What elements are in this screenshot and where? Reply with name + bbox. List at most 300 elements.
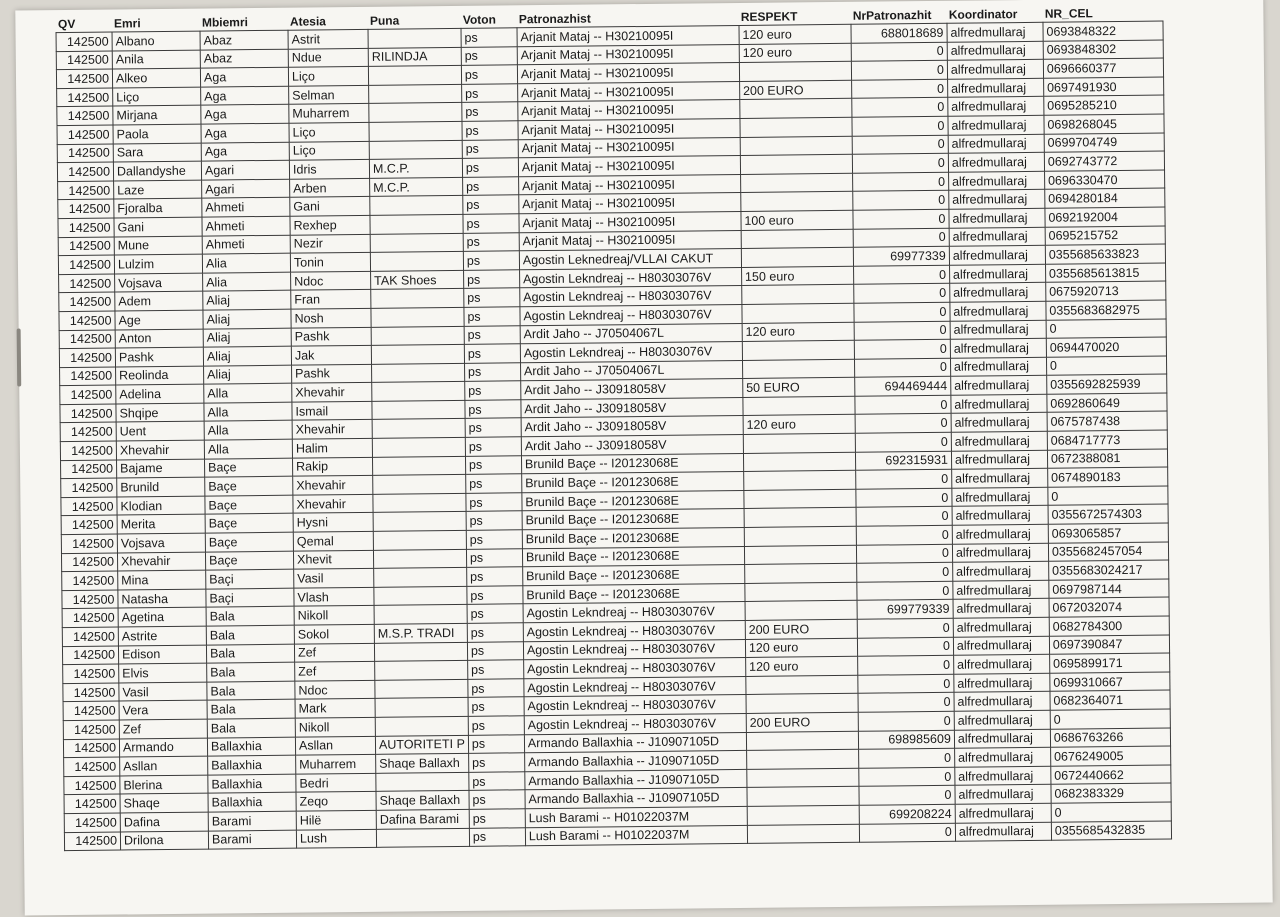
- cell-nr-cel: 0355683024217: [1049, 560, 1169, 580]
- cell-respekt: 120 euro: [739, 43, 851, 63]
- cell-patronazhist: Ardit Jaho -- J30918058V: [521, 379, 743, 400]
- cell-koordinator: alfredmullaraj: [949, 227, 1045, 247]
- cell-nrpatronazhit: 0: [857, 581, 953, 601]
- cell-emri: Vojsava: [117, 533, 205, 553]
- cell-mbiemri: Alia: [202, 253, 290, 273]
- cell-nr-cel: 0682364071: [1050, 690, 1170, 710]
- cell-patronazhist: Agostin Lekndreaj -- H80303076V: [520, 304, 742, 325]
- cell-patronazhist: Agostin Lekndreaj -- H80303076V: [524, 658, 746, 679]
- cell-respekt: [743, 396, 855, 416]
- cell-nrpatronazhit: 0: [856, 507, 952, 527]
- cell-respekt: 120 euro: [739, 24, 851, 44]
- cell-mbiemri: Agari: [201, 160, 289, 180]
- cell-voton: ps: [466, 548, 522, 567]
- cell-voton: ps: [464, 288, 520, 307]
- cell-voton: ps: [463, 232, 519, 251]
- cell-voton: ps: [463, 195, 519, 214]
- cell-voton: ps: [469, 772, 525, 791]
- cell-nrpatronazhit: 0: [853, 228, 949, 248]
- cell-puna: [372, 437, 465, 457]
- cell-qv: 142500: [63, 701, 119, 720]
- cell-patronazhist: Lush Barami -- H01022037M: [525, 806, 747, 827]
- cell-atesia: Muharrem: [289, 104, 369, 123]
- cell-patronazhist: Brunild Baçe -- I20123068E: [522, 490, 744, 511]
- cell-patronazhist: Agostin Leknedreaj/VLLAI CAKUT: [519, 249, 741, 270]
- cell-respekt: 100 euro: [741, 210, 853, 230]
- cell-mbiemri: Alla: [204, 439, 292, 459]
- cell-emri: Xhevahir: [117, 552, 205, 572]
- cell-nr-cel: 0675920713: [1046, 281, 1166, 301]
- cell-nrpatronazhit: 0: [852, 172, 948, 192]
- cell-atesia: Zef: [295, 662, 375, 681]
- cell-nr-cel: 0697390847: [1049, 635, 1169, 655]
- cell-qv: 142500: [62, 608, 118, 627]
- cell-emri: Drilona: [120, 831, 208, 851]
- cell-respekt: [746, 694, 858, 714]
- cell-nr-cel: 0694470020: [1046, 337, 1166, 357]
- cell-emri: Shqipe: [116, 403, 204, 423]
- cell-mbiemri: Ballaxhia: [208, 755, 296, 775]
- cell-mbiemri: Alla: [204, 421, 292, 441]
- cell-patronazhist: Lush Barami -- H01022037M: [525, 825, 747, 846]
- cell-respekt: [747, 768, 859, 788]
- cell-puna: M.C.P.: [370, 177, 463, 197]
- cell-patronazhist: Brunild Baçe -- I20123068E: [521, 453, 743, 474]
- cell-koordinator: alfredmullaraj: [954, 729, 1050, 749]
- cell-nrpatronazhit: 699208224: [859, 804, 955, 824]
- cell-puna: [369, 140, 462, 160]
- cell-patronazhist: Arjanit Mataj -- H30210095I: [518, 100, 740, 121]
- cell-nr-cel: 0: [1048, 486, 1168, 506]
- cell-koordinator: alfredmullaraj: [948, 97, 1044, 117]
- cell-qv: 142500: [60, 367, 116, 386]
- cell-nrpatronazhit: 0: [858, 674, 954, 694]
- cell-koordinator: alfredmullaraj: [953, 580, 1049, 600]
- cell-atesia: Idris: [289, 160, 369, 179]
- cell-emri: Mina: [118, 570, 206, 590]
- cell-voton: ps: [467, 604, 523, 623]
- cell-koordinator: alfredmullaraj: [950, 320, 1046, 340]
- cell-respekt: 200 EURO: [746, 712, 858, 732]
- cell-respekt: [747, 805, 859, 825]
- cell-atesia: Sokol: [294, 624, 374, 643]
- cell-atesia: Jak: [291, 345, 371, 364]
- cell-nr-cel: 0693848322: [1043, 21, 1163, 41]
- cell-voton: ps: [462, 177, 518, 196]
- cell-atesia: Hysni: [293, 513, 373, 532]
- cell-nrpatronazhit: 0: [858, 693, 954, 713]
- cell-emri: Anton: [115, 329, 203, 349]
- cell-emri: Dallandyshe: [113, 161, 201, 181]
- cell-qv: 142500: [61, 515, 117, 534]
- cell-mbiemri: Bala: [207, 681, 295, 701]
- cell-puna: [369, 84, 462, 104]
- cell-atesia: Ndue: [288, 48, 368, 67]
- cell-emri: Pashk: [115, 347, 203, 367]
- cell-respekt: [747, 787, 859, 807]
- cell-patronazhist: Ardit Jaho -- J70504067L: [520, 360, 742, 381]
- cell-patronazhist: Ardit Jaho -- J30918058V: [521, 435, 743, 456]
- cell-nr-cel: 0355685613815: [1045, 263, 1165, 283]
- cell-nr-cel: 0692743772: [1044, 151, 1164, 171]
- cell-puna: [370, 252, 463, 272]
- cell-koordinator: alfredmullaraj: [951, 450, 1047, 470]
- cell-nr-cel: 0695215752: [1045, 226, 1165, 246]
- cell-atesia: Ndoc: [295, 680, 375, 699]
- cell-koordinator: alfredmullaraj: [953, 561, 1049, 581]
- cell-qv: 142500: [62, 646, 118, 665]
- cell-patronazhist: Agostin Lekndreaj -- H80303076V: [519, 267, 741, 288]
- cell-atesia: Vlash: [294, 587, 374, 606]
- cell-emri: Asllan: [120, 756, 208, 776]
- cell-puna: [369, 103, 462, 123]
- cell-respekt: [744, 508, 856, 528]
- cell-atesia: Qemal: [293, 531, 373, 550]
- cell-puna: [372, 400, 465, 420]
- cell-koordinator: alfredmullaraj: [949, 264, 1045, 284]
- cell-qv: 142500: [64, 813, 120, 832]
- cell-nrpatronazhit: 0: [853, 265, 949, 285]
- cell-puna: [373, 475, 466, 495]
- cell-emri: Adelina: [116, 384, 204, 404]
- cell-koordinator: alfredmullaraj: [949, 190, 1045, 210]
- cell-nrpatronazhit: 688018689: [851, 23, 947, 43]
- cell-voton: ps: [466, 474, 522, 493]
- cell-mbiemri: Ballaxhia: [208, 774, 296, 794]
- paper-sheet: [15, 0, 1272, 916]
- cell-mbiemri: Bala: [207, 662, 295, 682]
- cell-koordinator: alfredmullaraj: [955, 822, 1051, 842]
- cell-voton: ps: [461, 65, 517, 84]
- cell-puna: [372, 382, 465, 402]
- cell-nrpatronazhit: 0: [852, 135, 948, 155]
- cell-puna: [368, 66, 461, 86]
- cell-respekt: 200 EURO: [739, 80, 851, 100]
- cell-nr-cel: 0693065857: [1048, 523, 1168, 543]
- cell-voton: ps: [462, 121, 518, 140]
- cell-patronazhist: Arjanit Mataj -- H30210095I: [518, 137, 740, 158]
- column-header-puna: Puna: [369, 13, 400, 28]
- cell-qv: 142500: [62, 571, 118, 590]
- cell-voton: ps: [468, 679, 524, 698]
- cell-nrpatronazhit: 0: [857, 618, 953, 638]
- cell-patronazhist: Arjanit Mataj -- H30210095I: [519, 230, 741, 251]
- cell-mbiemri: Bala: [206, 644, 294, 664]
- cell-nrpatronazhit: 0: [854, 358, 950, 378]
- cell-qv: 142500: [60, 404, 116, 423]
- cell-atesia: Liço: [288, 67, 368, 86]
- cell-nrpatronazhit: 699779339: [857, 600, 953, 620]
- cell-nr-cel: 0699704749: [1044, 133, 1164, 153]
- cell-koordinator: alfredmullaraj: [952, 543, 1048, 563]
- cell-emri: Brunild: [117, 477, 205, 497]
- cell-voton: ps: [465, 400, 521, 419]
- cell-mbiemri: Alla: [204, 383, 292, 403]
- cell-nrpatronazhit: 0: [855, 414, 951, 434]
- cell-puna: Dafina Barami: [376, 809, 469, 829]
- cell-mbiemri: Baçe: [205, 476, 293, 496]
- cell-emri: Vasil: [119, 682, 207, 702]
- cell-atesia: Liço: [289, 122, 369, 141]
- cell-qv: 142500: [56, 32, 112, 51]
- cell-nr-cel: 0696660377: [1043, 58, 1163, 78]
- cell-puna: [375, 698, 468, 718]
- cell-puna: [374, 586, 467, 606]
- cell-koordinator: alfredmullaraj: [950, 301, 1046, 321]
- cell-mbiemri: Baçe: [205, 551, 293, 571]
- cell-voton: ps: [464, 344, 520, 363]
- cell-emri: Vera: [119, 700, 207, 720]
- cell-koordinator: alfredmullaraj: [950, 283, 1046, 303]
- cell-patronazhist: Agostin Lekndreaj -- H80303076V: [523, 639, 745, 660]
- cell-nr-cel: 0672440662: [1051, 765, 1171, 785]
- cell-puna: [373, 549, 466, 569]
- cell-voton: ps: [467, 623, 523, 642]
- cell-emri: Armando: [119, 738, 207, 758]
- cell-koordinator: alfredmullaraj: [947, 22, 1043, 42]
- cell-respekt: [745, 563, 857, 583]
- cell-patronazhist: Arjanit Mataj -- H30210095I: [517, 63, 739, 84]
- cell-mbiemri: Baçi: [206, 569, 294, 589]
- cell-qv: 142500: [56, 69, 112, 88]
- cell-koordinator: alfredmullaraj: [947, 78, 1043, 98]
- cell-nrpatronazhit: 0: [851, 79, 947, 99]
- cell-puna: [376, 772, 469, 792]
- cell-koordinator: alfredmullaraj: [951, 376, 1047, 396]
- cell-puna: [376, 828, 469, 848]
- cell-patronazhist: Arjanit Mataj -- H30210095I: [518, 156, 740, 177]
- cell-koordinator: alfredmullaraj: [952, 524, 1048, 544]
- cell-mbiemri: Baçe: [205, 532, 293, 552]
- cell-emri: Shaqe: [120, 793, 208, 813]
- cell-emri: Blerina: [120, 775, 208, 795]
- cell-qv: 142500: [63, 683, 119, 702]
- table-body: [56, 21, 1171, 851]
- cell-emri: Sara: [113, 143, 201, 163]
- cell-atesia: Liço: [289, 141, 369, 160]
- cell-puna: TAK Shoes: [371, 270, 464, 290]
- cell-koordinator: alfredmullaraj: [953, 599, 1049, 619]
- cell-atesia: Nikoll: [295, 717, 375, 736]
- cell-koordinator: alfredmullaraj: [952, 469, 1048, 489]
- cell-nr-cel: 0355685432835: [1051, 821, 1171, 841]
- cell-nrpatronazhit: 0: [852, 98, 948, 118]
- cell-voton: ps: [462, 139, 518, 158]
- cell-emri: Mirjana: [113, 105, 201, 125]
- cell-puna: M.S.P. TRADI: [374, 623, 467, 643]
- cell-emri: Agetina: [118, 608, 206, 628]
- cell-qv: 142500: [59, 348, 115, 367]
- cell-nrpatronazhit: 0: [855, 395, 951, 415]
- cell-nrpatronazhit: 0: [853, 191, 949, 211]
- cell-nrpatronazhit: 694469444: [855, 377, 951, 397]
- cell-puna: [368, 28, 461, 48]
- cell-nr-cel: 0697987144: [1049, 579, 1169, 599]
- cell-patronazhist: Armando Ballaxhia -- J10907105D: [524, 751, 746, 772]
- cell-qv: 142500: [58, 255, 114, 274]
- cell-qv: 142500: [64, 794, 120, 813]
- cell-atesia: Arben: [290, 178, 370, 197]
- cell-nrpatronazhit: 0: [858, 711, 954, 731]
- cell-voton: ps: [463, 251, 519, 270]
- cell-qv: 142500: [58, 237, 114, 256]
- cell-qv: 142500: [61, 497, 117, 516]
- cell-patronazhist: Brunild Baçe -- I20123068E: [523, 565, 745, 586]
- cell-nr-cel: 0693848302: [1043, 40, 1163, 60]
- cell-voton: ps: [468, 716, 524, 735]
- cell-nrpatronazhit: 0: [854, 284, 950, 304]
- cell-voton: ps: [461, 84, 517, 103]
- cell-respekt: [745, 601, 857, 621]
- cell-patronazhist: Arjanit Mataj -- H30210095I: [519, 211, 741, 232]
- cell-puna: [375, 716, 468, 736]
- cell-nr-cel: 0674890183: [1048, 467, 1168, 487]
- cell-mbiemri: Barami: [208, 830, 296, 850]
- cell-koordinator: alfredmullaraj: [948, 171, 1044, 191]
- cell-atesia: Pashk: [292, 364, 372, 383]
- cell-mbiemri: Alia: [203, 272, 291, 292]
- cell-puna: [372, 419, 465, 439]
- cell-atesia: Tonin: [290, 252, 370, 271]
- cell-patronazhist: Armando Ballaxhia -- J10907105D: [525, 788, 747, 809]
- cell-emri: Xhevahir: [116, 440, 204, 460]
- cell-koordinator: alfredmullaraj: [947, 41, 1043, 61]
- cell-koordinator: alfredmullaraj: [954, 710, 1050, 730]
- cell-qv: 142500: [61, 553, 117, 572]
- voter-table: [55, 5, 1172, 852]
- cell-patronazhist: Armando Ballaxhia -- J10907105D: [524, 732, 746, 753]
- cell-nrpatronazhit: 0: [856, 544, 952, 564]
- cell-respekt: [747, 824, 859, 844]
- cell-atesia: Nosh: [291, 308, 371, 327]
- cell-patronazhist: Brunild Baçe -- I20123068E: [522, 509, 744, 530]
- cell-nr-cel: 0672388081: [1047, 449, 1167, 469]
- cell-respekt: [740, 117, 852, 137]
- cell-qv: 142500: [59, 292, 115, 311]
- cell-mbiemri: Bala: [206, 625, 294, 645]
- cell-mbiemri: Ballaxhia: [207, 737, 295, 757]
- cell-voton: ps: [462, 158, 518, 177]
- cell-atesia: Vasil: [294, 569, 374, 588]
- cell-qv: 142500: [59, 274, 115, 293]
- cell-puna: [373, 493, 466, 513]
- cell-patronazhist: Brunild Baçe -- I20123068E: [523, 583, 745, 604]
- cell-voton: ps: [466, 493, 522, 512]
- cell-respekt: [744, 489, 856, 509]
- cell-emri: Gani: [114, 217, 202, 237]
- cell-puna: [370, 196, 463, 216]
- cell-voton: ps: [461, 46, 517, 65]
- cell-mbiemri: Aliaj: [204, 365, 292, 385]
- cell-nr-cel: 0694280184: [1045, 188, 1165, 208]
- column-header-emri: Emri: [113, 16, 141, 31]
- cell-respekt: [744, 545, 856, 565]
- cell-voton: ps: [467, 567, 523, 586]
- cell-atesia: Asllan: [295, 736, 375, 755]
- cell-respekt: [744, 526, 856, 546]
- cell-nrpatronazhit: 0: [851, 42, 947, 62]
- cell-koordinator: alfredmullaraj: [954, 692, 1050, 712]
- cell-voton: ps: [462, 102, 518, 121]
- cell-nr-cel: 0686763266: [1050, 728, 1170, 748]
- cell-nr-cel: 0: [1051, 802, 1171, 822]
- cell-patronazhist: Arjanit Mataj -- H30210095I: [517, 25, 739, 46]
- cell-mbiemri: Aga: [201, 86, 289, 106]
- cell-nr-cel: 0692860649: [1047, 393, 1167, 413]
- cell-mbiemri: Baçi: [206, 588, 294, 608]
- cell-qv: 142500: [63, 720, 119, 739]
- cell-qv: 142500: [64, 832, 120, 851]
- cell-puna: RILINDJA: [368, 47, 461, 67]
- cell-patronazhist: Arjanit Mataj -- H30210095I: [518, 118, 740, 139]
- cell-nrpatronazhit: 0: [859, 767, 955, 787]
- cell-nr-cel: 0695899171: [1049, 653, 1169, 673]
- cell-koordinator: alfredmullaraj: [951, 394, 1047, 414]
- cell-atesia: Xhevit: [293, 550, 373, 569]
- cell-nrpatronazhit: 0: [856, 488, 952, 508]
- cell-koordinator: alfredmullaraj: [948, 152, 1044, 172]
- cell-emri: Merita: [117, 515, 205, 535]
- cell-nrpatronazhit: 0: [853, 209, 949, 229]
- cell-qv: 142500: [58, 199, 114, 218]
- cell-emri: Alkeo: [112, 68, 200, 88]
- cell-patronazhist: Brunild Baçe -- I20123068E: [522, 546, 744, 567]
- cell-puna: [372, 363, 465, 383]
- cell-voton: ps: [464, 307, 520, 326]
- cell-mbiemri: Ahmeti: [202, 216, 290, 236]
- cell-emri: Natasha: [118, 589, 206, 609]
- cell-patronazhist: Arjanit Mataj -- H30210095I: [518, 174, 740, 195]
- cell-nr-cel: 0355682457054: [1048, 542, 1168, 562]
- cell-nrpatronazhit: 698985609: [858, 730, 954, 750]
- binder-clip: [17, 329, 22, 387]
- cell-nr-cel: 0: [1050, 709, 1170, 729]
- cell-atesia: Pashk: [291, 327, 371, 346]
- cell-puna: [374, 568, 467, 588]
- cell-koordinator: alfredmullaraj: [953, 617, 1049, 637]
- cell-patronazhist: Agostin Lekndreaj -- H80303076V: [524, 676, 746, 697]
- cell-koordinator: alfredmullaraj: [955, 803, 1051, 823]
- cell-voton: ps: [468, 697, 524, 716]
- cell-voton: ps: [468, 734, 524, 753]
- cell-respekt: [746, 675, 858, 695]
- cell-respekt: [742, 340, 854, 360]
- cell-qv: 142500: [57, 88, 113, 107]
- cell-mbiemri: Ballaxhia: [208, 793, 296, 813]
- cell-nrpatronazhit: 0: [854, 339, 950, 359]
- column-header-koordinator: Koordinator: [948, 7, 1018, 22]
- cell-atesia: Hilë: [296, 810, 376, 829]
- cell-nrpatronazhit: 69977339: [853, 246, 949, 266]
- cell-respekt: [745, 582, 857, 602]
- cell-qv: 142500: [63, 739, 119, 758]
- cell-atesia: Lush: [296, 829, 376, 848]
- cell-respekt: [743, 452, 855, 472]
- cell-qv: 142500: [60, 385, 116, 404]
- cell-nrpatronazhit: 0: [856, 470, 952, 490]
- cell-qv: 142500: [63, 664, 119, 683]
- cell-patronazhist: Arjanit Mataj -- H30210095I: [519, 193, 741, 214]
- column-header-voton: Voton: [462, 12, 496, 27]
- cell-qv: 142500: [58, 218, 114, 237]
- cell-atesia: Rakip: [292, 457, 372, 476]
- cell-koordinator: alfredmullaraj: [952, 506, 1048, 526]
- cell-atesia: Nezir: [290, 234, 370, 253]
- cell-emri: Bajame: [117, 459, 205, 479]
- cell-koordinator: alfredmullaraj: [954, 673, 1050, 693]
- cell-voton: ps: [464, 362, 520, 381]
- column-header-respekt: RESPEKT: [740, 9, 798, 24]
